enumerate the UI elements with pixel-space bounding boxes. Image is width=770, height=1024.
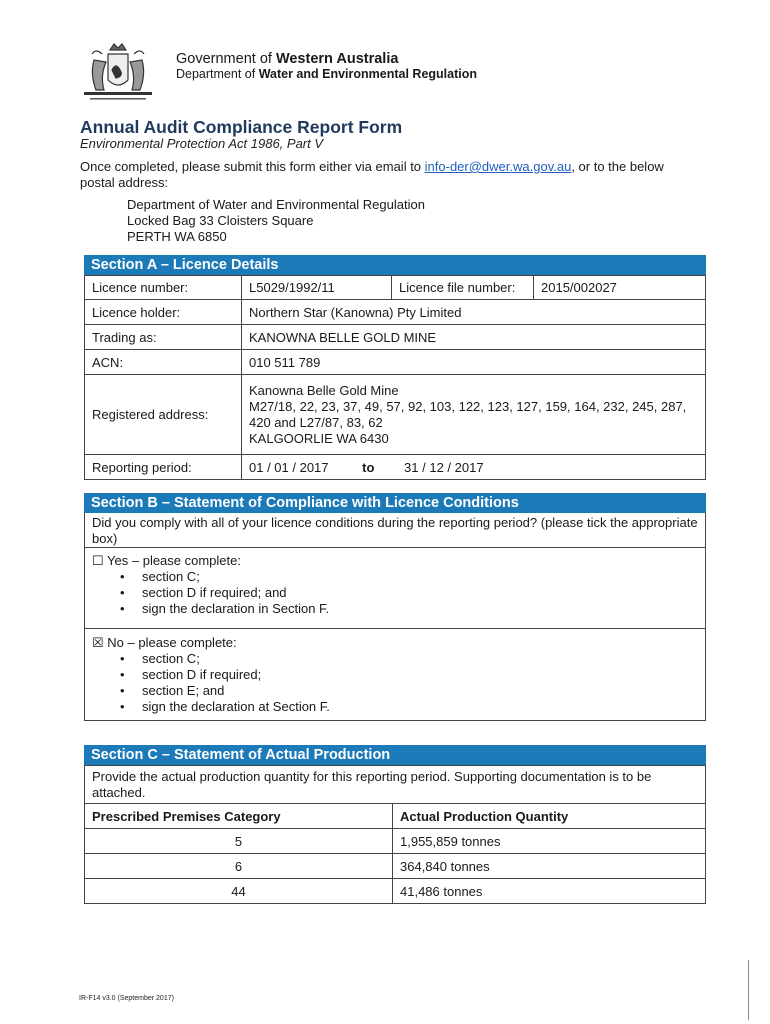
quantity-cell: 1,955,859 tonnes	[393, 829, 706, 854]
registered-address-label: Registered address:	[85, 375, 242, 455]
trading-as-value: KANOWNA BELLE GOLD MINE	[242, 325, 706, 350]
yes-checkbox[interactable]: ☐	[92, 553, 104, 568]
trading-as-label: Trading as:	[85, 325, 242, 350]
form-version-code: IR-F14 v3.0 (September 2017)	[79, 995, 174, 1002]
production-instruction: Provide the actual production quantity for this reporting period. Supporting documentation is to be attached.	[85, 766, 706, 804]
no-option: ☒ No – please complete: • section C; • section D if required; • section E; and • sign the declaration at Section F.	[85, 628, 705, 720]
department-title: Department of Water and Environmental Regulation	[176, 67, 477, 81]
quantity-cell: 41,486 tonnes	[393, 879, 706, 904]
section-b-heading: Section B – Statement of Compliance with Licence Conditions	[84, 493, 706, 513]
yes-option: ☐ Yes – please complete: • section C; • section D if required; and • sign the declaration in Section F.	[85, 547, 705, 628]
production-table	[84, 765, 706, 904]
table-row	[85, 879, 706, 904]
licence-number-label: Licence number:	[85, 276, 242, 300]
list-item: • section C;	[142, 651, 698, 667]
acn-label: ACN:	[85, 350, 242, 375]
licence-details-table	[84, 275, 706, 480]
intro-text: Once completed, please submit this form either via email to info-der@dwer.wa.gov.au, or to the below postal address:	[80, 159, 664, 190]
licence-file-value: 2015/002027	[534, 276, 706, 300]
registered-address-value: Kanowna Belle Gold Mine M27/18, 22, 23, 37, 49, 57, 92, 103, 122, 123, 127, 159, 164, 232, 245, 287, 420 and L27/87, 83, 62 KALGOORLIE WA 6430	[242, 375, 706, 455]
form-title: Annual Audit Compliance Report Form	[80, 117, 403, 137]
licence-holder-value: Northern Star (Kanowna) Pty Limited	[242, 300, 706, 325]
page-edge-line	[748, 960, 749, 1020]
email-link[interactable]: info-der@dwer.wa.gov.au	[424, 159, 572, 174]
section-a	[84, 255, 706, 480]
postal-address: Department of Water and Environmental Regulation Locked Bag 33 Cloisters Square PERTH WA 6850	[127, 197, 425, 244]
category-cell: 44	[85, 879, 393, 904]
table-row	[85, 854, 706, 879]
quantity-column-header: Actual Production Quantity	[393, 804, 706, 829]
no-checkbox[interactable]: ☒	[92, 635, 104, 650]
list-item: • section D if required; and	[142, 585, 698, 601]
compliance-question: Did you comply with all of your licence conditions during the reporting period? (please tick the appropriate box)	[92, 515, 698, 546]
compliance-box	[84, 513, 706, 721]
licence-file-label: Licence file number:	[392, 276, 534, 300]
list-item: • section E; and	[142, 683, 698, 699]
section-c-heading: Section C – Statement of Actual Production	[84, 745, 706, 765]
wa-government-crest	[80, 40, 156, 104]
yes-items	[92, 569, 698, 617]
section-c	[84, 745, 706, 904]
licence-number-value: L5029/1992/11	[242, 276, 392, 300]
acn-value: 010 511 789	[242, 350, 706, 375]
list-item: • sign the declaration in Section F.	[142, 601, 698, 617]
table-row	[85, 829, 706, 854]
form-subtitle: Environmental Protection Act 1986, Part V	[80, 136, 324, 151]
no-items	[92, 651, 698, 715]
category-cell: 6	[85, 854, 393, 879]
category-column-header: Prescribed Premises Category	[85, 804, 393, 829]
category-cell: 5	[85, 829, 393, 854]
list-item: • section C;	[142, 569, 698, 585]
reporting-period-value: 01 / 01 / 2017 to 31 / 12 / 2017	[242, 455, 706, 480]
list-item: • sign the declaration at Section F.	[142, 699, 698, 715]
list-item: • section D if required;	[142, 667, 698, 683]
licence-holder-label: Licence holder:	[85, 300, 242, 325]
section-b	[84, 493, 706, 721]
reporting-period-label: Reporting period:	[85, 455, 242, 480]
quantity-cell: 364,840 tonnes	[393, 854, 706, 879]
government-title: Government of Western Australia	[176, 51, 399, 67]
section-a-heading: Section A – Licence Details	[84, 255, 706, 275]
